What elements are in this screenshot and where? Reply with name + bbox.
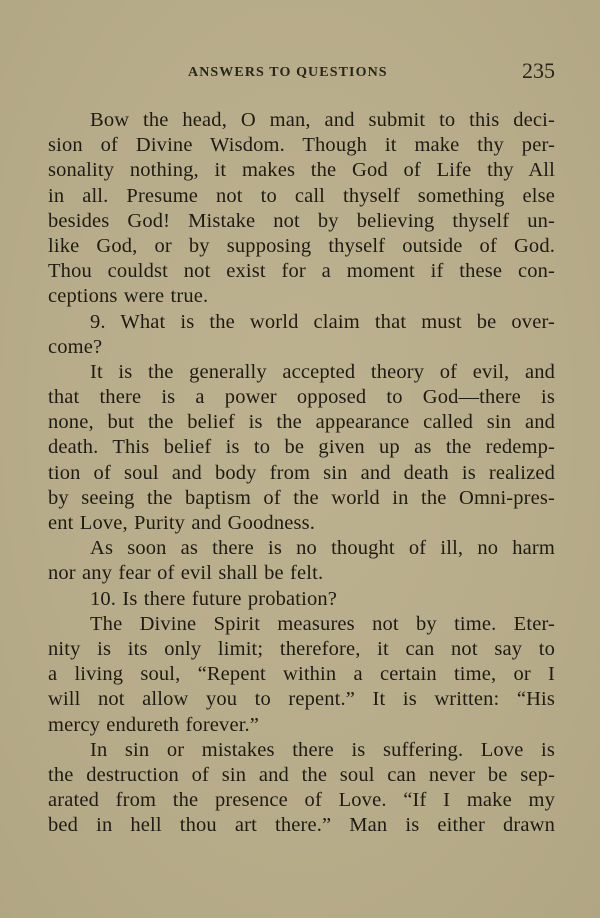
text-line: The Divine Spirit measures not by time. Eter- xyxy=(90,612,555,635)
text-line: arated from the presence of Love. “If I make my xyxy=(48,789,555,812)
text-line: ceptions were true. xyxy=(48,285,209,308)
text-line: like God, or by supposing thyself outside of God. xyxy=(48,234,555,257)
text-line: Bow the head, O man, and submit to this deci- xyxy=(90,109,555,131)
running-head-title: ANSWERS TO QUESTIONS xyxy=(188,65,388,80)
text-line: It is the generally accepted theory of evil, and xyxy=(90,360,555,383)
text-line: that there is a power opposed to God—there is xyxy=(48,386,555,409)
text-line: will not allow you to repent.” It is written: “His xyxy=(48,688,555,711)
text-line: tion of soul and body from sin and death is realized xyxy=(48,461,555,484)
text-line: none, but the belief is the appearance called sin and xyxy=(48,411,555,434)
text-line: in all. Presume not to call thyself something else xyxy=(48,184,555,207)
text-line: nity is its only limit; therefore, it can not say to xyxy=(48,637,555,660)
text-line: besides God! Mistake not by believing thyself un- xyxy=(48,209,555,232)
text-line: nor any fear of evil shall be felt. xyxy=(48,562,324,585)
text-line: sonality nothing, it makes the God of Life thy All xyxy=(48,159,555,182)
text-line: Thou couldst not exist for a moment if these con- xyxy=(48,260,555,283)
text-line: bed in hell thou art there.” Man is either drawn xyxy=(48,814,555,837)
text-line: death. This belief is to be given up as the redemp- xyxy=(48,436,555,459)
text-line: In sin or mistakes there is suffering. Love is xyxy=(90,738,555,761)
text-line: come? xyxy=(48,335,103,358)
text-line: As soon as there is no thought of ill, no harm xyxy=(90,537,555,560)
text-line: 10. Is there future probation? xyxy=(90,587,338,610)
page-number: 235 xyxy=(522,58,555,83)
text-line: 9. What is the world claim that must be over- xyxy=(90,310,555,333)
text-line: ent Love, Purity and Goodness. xyxy=(48,512,315,534)
text-line: mercy endureth forever.” xyxy=(48,713,260,736)
text-line: a living soul, “Repent within a certain time, or I xyxy=(48,663,555,686)
text-line: sion of Divine Wisdom. Though it make thy per- xyxy=(48,134,555,157)
running-head xyxy=(48,58,555,88)
text-line: by seeing the baptism of the world in the Omni-pres- xyxy=(48,486,555,509)
body-text xyxy=(48,108,555,838)
text-line: the destruction of sin and the soul can never be sep- xyxy=(48,763,555,786)
